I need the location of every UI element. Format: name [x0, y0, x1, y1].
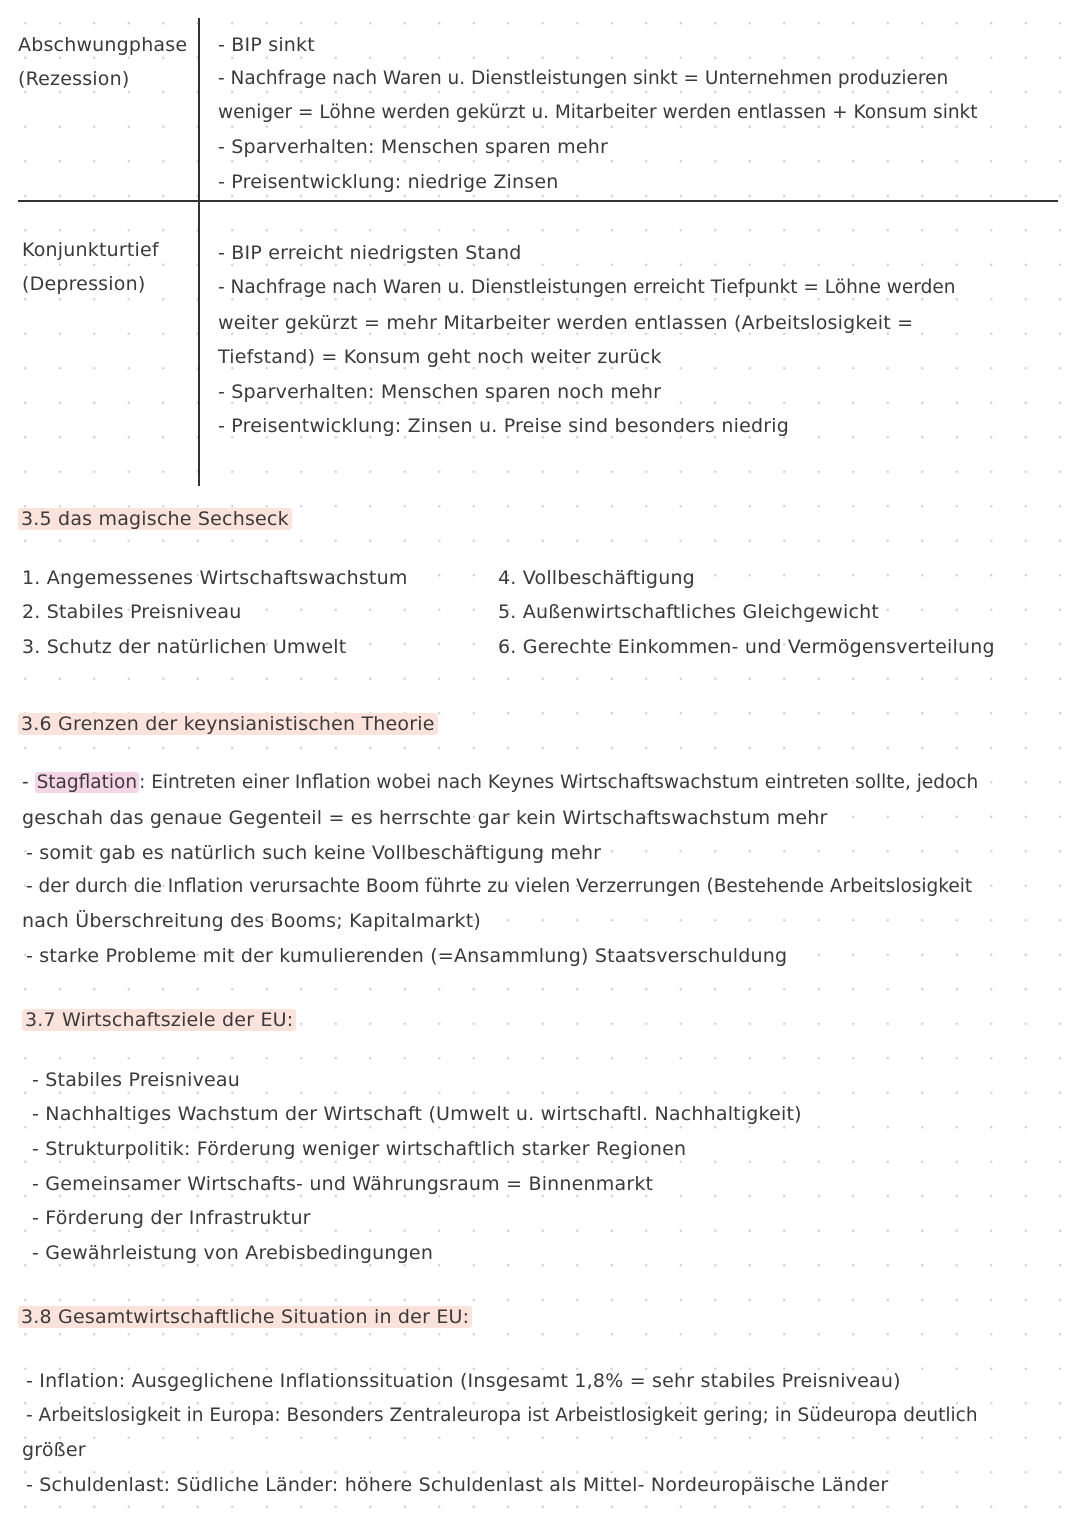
row2-line-3: weiter gekürzt = mehr Mitarbeiter werden entlassen (Arbeitslosigkeit = — [218, 312, 914, 334]
section-3-6-heading: 3.6 Grenzen der keynsianistischen Theorie — [18, 712, 438, 736]
section-3-7-heading: 3.7 Wirtschaftsziele der EU: — [22, 1008, 296, 1032]
table-vertical-divider — [198, 18, 200, 486]
eu-goal-3: - Strukturpolitik: Förderung weniger wirtschaftlich starker Regionen — [32, 1138, 687, 1160]
eu-goal-6: - Gewährleistung von Arebisbedingungen — [32, 1242, 434, 1264]
table-horizontal-divider — [18, 200, 1058, 202]
row1-phase-sublabel: (Rezession) — [18, 68, 130, 90]
s36-line-2: geschah das genaue Gegenteil = es herrschte gar kein Wirtschaftswachstum mehr — [22, 807, 828, 829]
row2-line-2: - Nachfrage nach Waren u. Dienstleistungen erreicht Tiefpunkt = Löhne werden — [218, 277, 956, 298]
s38-line-2: - Arbeitslosigkeit in Europa: Besonders Zentraleuropa ist Arbeistlosigkeit gering; in Südeuropa deutlich — [26, 1405, 978, 1426]
row2-line-6: - Preisentwicklung: Zinsen u. Preise sind besonders niedrig — [218, 415, 789, 437]
s38-line-3: größer — [22, 1439, 86, 1461]
row2-phase-label: Konjunkturtief — [22, 239, 159, 261]
goal-item-5: 5. Außenwirtschaftliches Gleichgewicht — [498, 601, 880, 623]
row1-line-1: - BIP sinkt — [218, 34, 315, 56]
s36-line-6: - starke Probleme mit der kumulierenden (=Ansammlung) Staatsverschuldung — [26, 945, 788, 967]
goal-item-3: 3. Schutz der natürlichen Umwelt — [22, 636, 347, 658]
row1-phase-label: Abschwungphase — [18, 34, 188, 56]
eu-goal-1: - Stabiles Preisniveau — [32, 1069, 241, 1091]
s36-line-3: - somit gab es natürlich such keine Vollbeschäftigung mehr — [26, 842, 602, 864]
row2-line-1: - BIP erreicht niedrigsten Stand — [218, 242, 522, 264]
stagflation-term: Stagflation — [36, 772, 138, 793]
goal-item-4: 4. Vollbeschäftigung — [498, 567, 695, 589]
stagflation-line: - Stagflation : Eintreten einer Inflation wobei nach Keynes Wirtschaftswachstum eintreten sollte, jedoch — [22, 772, 979, 793]
eu-goal-5: - Förderung der Infrastruktur — [32, 1207, 311, 1229]
s38-line-1: - Inflation: Ausgeglichene Inflationssituation (Insgesamt 1,8% = sehr stabiles Preisniveau) — [26, 1370, 901, 1392]
s38-line-4: - Schuldenlast: Südliche Länder: höhere Schuldenlast als Mittel- Nordeuropäische Länder — [26, 1474, 889, 1496]
goal-item-2: 2. Stabiles Preisniveau — [22, 601, 242, 623]
row2-line-4: Tiefstand) = Konsum geht noch weiter zurück — [218, 346, 662, 368]
goal-item-1: 1. Angemessenes Wirtschaftswachstum — [22, 567, 408, 589]
section-3-5-heading: 3.5 das magische Sechseck — [18, 507, 292, 531]
section-3-8-heading: 3.8 Gesamtwirtschaftliche Situation in der EU: — [18, 1305, 472, 1329]
s36-line-5: nach Überschreitung des Booms; Kapitalmarkt) — [22, 910, 481, 932]
s36-line-4: - der durch die Inflation verursachte Boom führte zu vielen Verzerrungen (Bestehende Arbeitslosigkeit — [26, 876, 973, 897]
row2-phase-sublabel: (Depression) — [22, 273, 146, 295]
row1-line-5: - Preisentwicklung: niedrige Zinsen — [218, 171, 559, 193]
goal-item-6: 6. Gerechte Einkommen- und Vermögensverteilung — [498, 636, 995, 658]
eu-goal-2: - Nachhaltiges Wachstum der Wirtschaft (Umwelt u. wirtschaftl. Nachhaltigkeit) — [32, 1103, 802, 1125]
eu-goal-4: - Gemeinsamer Wirtschafts- und Währungsraum = Binnenmarkt — [32, 1173, 654, 1195]
row1-line-3: weniger = Löhne werden gekürzt u. Mitarbeiter werden entlassen + Konsum sinkt — [218, 102, 978, 123]
row2-line-5: - Sparverhalten: Menschen sparen noch mehr — [218, 381, 662, 403]
row1-line-2: - Nachfrage nach Waren u. Dienstleistungen sinkt = Unternehmen produzieren — [218, 68, 949, 89]
row1-line-4: - Sparverhalten: Menschen sparen mehr — [218, 136, 608, 158]
